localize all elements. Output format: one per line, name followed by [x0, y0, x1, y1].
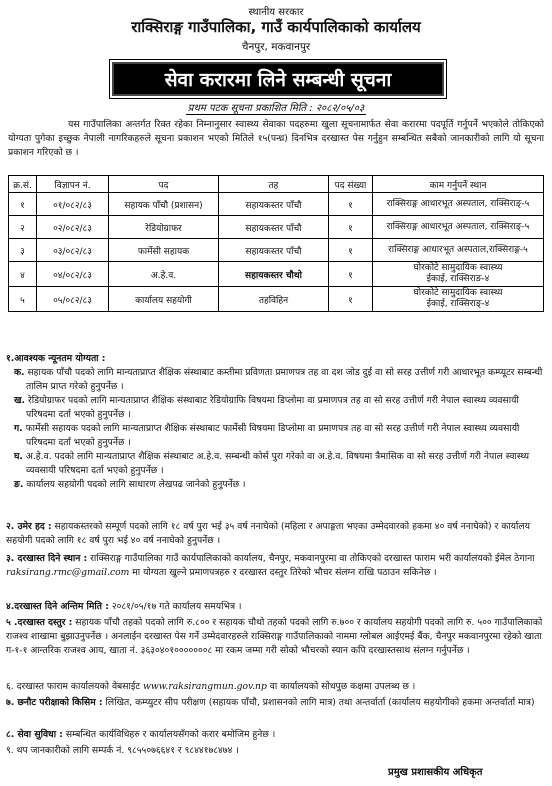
office-website[interactable]: www.raksirangmun.gov.np	[142, 681, 267, 692]
qualification-label: ख.	[14, 395, 26, 406]
cell-post: कार्यालय सहयोगी	[109, 287, 219, 312]
table-row	[9, 262, 544, 287]
submission-text: राक्सिराङ्ग गाउँपालिका गाउँ कार्यपालिकाको कार्यालय, चैनपुर, मकवानपुरमा वा तोकिएको दरखास्त फाराम भरी कार्यालयको ईमेल ठेगाना	[90, 553, 535, 564]
cell-serial: २	[9, 216, 37, 239]
cell-post: रेडियोग्राफर	[109, 216, 219, 239]
qualification-item	[6, 422, 546, 450]
cell-location	[373, 287, 544, 312]
cell-location-line1: राक्सिराङ्ग आधारभूत अस्पताल,राक्सिराङ्ग-५	[388, 244, 528, 255]
cell-post: अ.हे.व.	[109, 262, 219, 287]
deadline-title: ४.दरखास्त दिने अन्तिम मिति :	[6, 601, 109, 612]
qualification-text: कार्यालय सहयोगी पदको लागि साधारण लेखपढ जानेको हुनुपर्नेछ ।	[26, 479, 246, 490]
exam-section	[6, 696, 546, 710]
cell-ad-no: ०४/०८२/८३	[37, 262, 109, 287]
cell-serial: ४	[9, 262, 37, 287]
facility-title: ८. सेवा सुविधा :	[6, 729, 63, 740]
age-title: २. उमेर हद :	[6, 521, 52, 532]
age-text: सहायकस्तरको सम्पूर्ण पदको लागि १८ वर्ष पुरा भई ३५ वर्ष ननाघेको (महिला र अपाङ्गता भएका उम्मेदवारको हकमा ४० वर्ष ननाघेको) र कार्यालय सहयोगी पदको लागि १८ वर्ष पुरा भई ४० वर्ष ननाघेको हुनुपर्नेछ ।	[6, 521, 530, 546]
table-row	[9, 287, 544, 312]
cell-location-line1: घोरकोटे सामुदायिक स्वास्थ्य	[413, 288, 503, 298]
facility-section	[6, 728, 546, 742]
qualification-item	[6, 450, 546, 478]
qualification-label: ङ.	[14, 479, 24, 490]
cell-ad-no: ०२/०८२/८३	[37, 216, 109, 239]
deadline-text: २०८१/०५/१७ गते कार्यालय समयभित्र ।	[111, 601, 242, 612]
table-header-row	[9, 176, 544, 193]
cell-level: सहायकस्तर पाँचौ	[219, 193, 329, 216]
header-local-gov: स्थानीय सरकार	[248, 7, 304, 18]
fee-text: सहायक पाँचौ तहको पदको लागि रु.८०० र सहायक चौथो तहको पदको लागि रु.७०० र कार्यालय सहयोगी पदको लागि रु. ५०० गाउँपालिकाको राजश्व शाखामा बुझाउनुपर्नेछ । अनलाईन दरखास्त पेस गर्ने उम्मेदवारहरुले राक्सिराङ्ग गाउँपालिकाको नाममा ग्लोबल आईएमई बैंक, चैनपुर मकवानपुरमा रहेको खाता ग-१-१ आन्तरिक राजश्व आय, खाता नं. ३६३०४०१०००००००८ मा रकम जम्मा गरी सोको भौचरको स्यान कपि दरखास्तसाथ संलग्न गर्नुपर्नेछ ।	[6, 617, 543, 656]
cell-serial: ३	[9, 239, 37, 262]
header-address: चैनपुर, मकवानपुर	[241, 41, 311, 53]
notice-title: सेवा करारमा लिने सम्बन्धी सूचना	[164, 69, 392, 91]
cell-ad-no: ०१/०८२/८३	[37, 193, 109, 216]
qualification-item	[6, 478, 546, 492]
col-header-level: तह	[219, 176, 329, 193]
cell-count: १	[329, 193, 373, 216]
cell-serial: ५	[9, 287, 37, 312]
age-section	[6, 520, 546, 548]
exam-text: लिखित, कम्प्युटर सीप परीक्षण (सहायक पाँचौ, प्रशासनको लागि मात्र) तथा अन्तर्वार्ता (कार्यालय सहयोगीको हकमा अन्तर्वार्ता मात्र)	[105, 697, 535, 708]
deadline-section	[6, 600, 546, 614]
cell-serial: १	[9, 193, 37, 216]
qualification-item	[6, 394, 546, 422]
publication-date	[0, 100, 552, 114]
intro-paragraph: यस गाउँपालिका अन्तर्गत रिक्त रहेका निम्नानुसार स्वास्थ्य सेवाका पदहरुमा खुला सूचनामार्फत सेवा करारमा पदपूर्ति गर्नुपर्ने भएकोले तोकिएको योग्यता पुगेका इच्छुक नेपाली नागरिकहरुले सूचना प्रकाशन भएको मितिले १५(पन्ध्र) दिनभित्र दरखास्त पेस गर्नुहुन सम्बन्धित सबैको जानकारीको लागि यो सूचना प्रकाशन गरिएको छ ।	[8, 119, 544, 158]
qualification-text: अ.हे.व. पदको लागि मान्यताप्राप्त शैक्षिक संस्थाबाट अ.हे.व. सम्बन्धी कोर्स पुरा गरेको वा अ.हे.व. विषयमा त्रैमासिक वा सो सरह उत्तीर्ण गरी नेपाल स्वास्थ्य व्यवसायी परिषदमा दर्ता भएको हुनुपर्नेछ ।	[25, 451, 530, 476]
qualification-item	[6, 366, 546, 394]
qualification-label: ग.	[14, 423, 23, 434]
notice-title-banner	[112, 62, 444, 96]
cell-location	[373, 193, 544, 216]
office-email[interactable]: raksirang.rmc@gmail.com	[6, 567, 130, 578]
qualification-text: रेडियोग्राफर पदको लागि मान्यताप्राप्त शैक्षिक संस्थाबाट रेडियोग्राफि विषयमा डिप्लोमा वा प्रमाणपत्र तह वा सो सरह उत्तीर्ण गरी नेपाल स्वास्थ्य व्यवसायी परिषदमा दर्ता भएको हुनुपर्नेछ ।	[26, 395, 519, 420]
submission-text-2: मा योग्यता खुल्ने प्रमाणपत्रहरु र दरखास्त दस्तुर तिरेको भौचर संलग्न राखि पठाउन सकिनेछ ।	[132, 567, 437, 578]
contact-text: ९. थप जानकारीको लागि सम्पर्क नं. ९८५५०७६६४१ र ९८४४१७८४७४ ।	[6, 745, 239, 756]
qualification-text: फार्मेसी सहायक पदको लागि मान्यताप्राप्त शैक्षिक संस्थाबाट फार्मेसी विषयमा डिप्लोमा वा प्रमाणपत्र तह वा सो सरह उत्तीर्ण गरी नेपाल स्वास्थ्य व्यवसायी परिषदमा दर्ता भएको हुनुपर्नेछ ।	[25, 423, 520, 448]
cell-location	[373, 216, 544, 239]
cell-count: १	[329, 287, 373, 312]
cell-level: सहायकस्तर पाँचौ	[219, 216, 329, 239]
cell-ad-no: ०३/०८२/८३	[37, 239, 109, 262]
col-header-count: पद संख्या	[329, 176, 373, 193]
website-section	[6, 680, 546, 694]
cell-location-line2: ईकाई, राक्सिराङ-४	[426, 274, 490, 284]
exam-title: ७. छनौट परीक्षाको किसिम :	[6, 697, 103, 708]
cell-level: सहायकस्तर चौथो	[219, 262, 329, 287]
qualification-label: घ.	[14, 451, 23, 462]
cell-level: सहायकस्तर पाँचौ	[219, 239, 329, 262]
qualification-text: सहायक पाँचौ पदको लागि मान्यताप्राप्त शैक्षिक संस्थाबाट कम्तीमा प्रविणता प्रमाणपत्र तह वा दश जोड दुई वा सो सरह उत्तीर्ण गरी आधारभूत कम्प्यूटर सम्बन्धी तालिम प्राप्त गरेको हुनुपर्नेछ ।	[26, 367, 543, 392]
cell-location-line1: राक्सिराङ्ग आधारभूत अस्पताल, राक्सिराङ्-५	[386, 198, 530, 209]
qualifications-section	[6, 352, 546, 492]
col-header-serial: क्र.सं.	[9, 176, 37, 193]
table-row	[9, 216, 544, 239]
fee-title: ५ .दरखास्त दस्तुर :	[6, 617, 73, 628]
fee-section	[6, 616, 546, 658]
qualification-label: क.	[14, 367, 25, 378]
cell-location-line2: ईकाई, राक्सिराङ्-४	[426, 299, 490, 309]
header-office-name: राक्सिराङ्ग गाउँपालिका, गाउँ कार्यपालिकाको कार्यालय	[131, 18, 421, 36]
col-header-location: काम गर्नुपर्ने स्थान	[373, 176, 544, 193]
qualifications-title: १.आवश्यक न्यूनतम योग्यता :	[6, 353, 106, 364]
table-row	[9, 193, 544, 216]
publication-date-text: प्रथम पटक सूचना प्रकाशित मिति : २०८२/०५/०३	[187, 103, 365, 114]
cell-location-line1: राक्सिराङ्ग आधारभूत अस्पताल, राक्सिराङ्-५	[386, 221, 530, 232]
cell-level: तहविहिन	[219, 287, 329, 312]
col-header-post: पद	[109, 176, 219, 193]
cell-location	[373, 262, 544, 287]
cell-location	[373, 239, 544, 262]
cell-post: सहायक पाँचौ (प्रशासन)	[109, 193, 219, 216]
signature-title: प्रमुख प्रशासकीय अधिकृत	[388, 767, 483, 778]
cell-count: १	[329, 216, 373, 239]
contact-section	[6, 744, 546, 758]
cell-location-line1: घोरकोटे सामुदायिक स्वास्थ्य	[413, 263, 503, 273]
submission-title: ३. दरखास्त दिने स्थान :	[6, 553, 88, 564]
cell-ad-no: ०५/०८२/८३	[37, 287, 109, 312]
table-row	[9, 239, 544, 262]
cell-count: १	[329, 262, 373, 287]
submission-section	[6, 552, 546, 580]
col-header-ad-no: विज्ञापन नं.	[37, 176, 109, 193]
facility-text: सम्बन्धित कार्यविधिहरु र कार्यालयसँगको करार बमोजिम हुनेछ ।	[65, 729, 276, 740]
cell-post: फार्मेसी सहायक	[109, 239, 219, 262]
cell-count: १	[329, 239, 373, 262]
website-text: ६. दरखास्त फाराम कार्यालयको वेबसाईट	[6, 681, 141, 692]
vacancy-table	[8, 175, 544, 312]
website-text-2: वा कार्यालयको सोधपुछ कक्षमा उपलब्ध छ ।	[269, 681, 416, 692]
